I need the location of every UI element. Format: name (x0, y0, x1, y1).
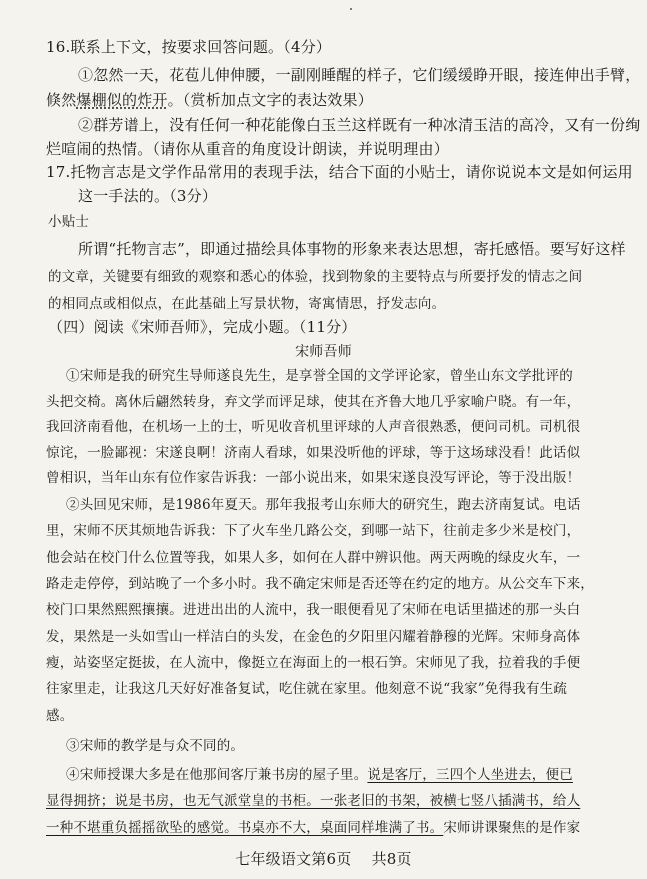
q16-item1-line2 (46, 91, 373, 109)
para4-line1 (66, 766, 573, 784)
tip-line3: 的相同点或相似点，在此基础上写景状物，寄寓情思，抒发志向。 (48, 296, 446, 312)
article-title: 宋师吾师 (295, 344, 352, 360)
para4-line3-plain: 宋师讲课聚焦的是作家 (443, 820, 581, 836)
para1-line3: 我回济南看他，在机场一上的士，听见收音机里评球的人声音很熟悉，便问司机。司机很 (46, 419, 581, 435)
para2-line2: 里，宋师不厌其烦地告诉我：下了火车坐几路公交，到哪一站下，往前走多少米是校门， (46, 523, 581, 539)
tip-heading: 小贴士 (48, 214, 90, 230)
para1-line2: 头把交椅。离休后翩然转身，弃文学而评足球，使其在齐鲁大地几乎家喻户晓。有一年， (46, 394, 581, 410)
q16-item2-line1: ②群芳谱上，没有任何一种花能像白玉兰这样既有一种冰清玉洁的高冷，又有一份绚 (78, 116, 641, 134)
section4-heading: （四）阅读《宋师吾师》，完成小题。（11分） (48, 318, 357, 336)
para2-line9: 感。 (46, 708, 74, 724)
tip-line2: 的文章，关键要有细致的观察和悉心的体验，找到物象的主要特点与所要抒发的情志之间 (48, 269, 583, 285)
q16-item1-pre: 倏然 (46, 91, 77, 109)
para2-line1: ②头回见宋师，是1986年夏天。那年我报考山东师大的研究生，跑去济南复试。电话 (66, 497, 581, 513)
para4-underlined-1: 说是客厅，三四个人坐进去，便已 (367, 767, 573, 783)
para2-line5: 校门口果然熙熙攘攘。进进出出的人流中，我一眼便看见了宋师在电话里描述的那一头白 (46, 602, 581, 618)
q16-item1-post: 。（赏析加点文字的表达效果） (167, 91, 373, 109)
para4-line1-plain: ④宋师授课大多是在他那间客厅兼书房的屋子里。 (66, 767, 368, 783)
para2-line8: 往家里走，让我这几天好好准备复试，吃住就在家里。他刻意不说“我家”免得我有生疏 (46, 681, 568, 697)
para3: ③宋师的教学是与众不同的。 (66, 738, 245, 754)
para4-underlined-2: 显得拥挤；说是书房，也无气派堂皇的书柜。一张老旧的书架，被横七竖八插满书，给人 (46, 793, 581, 809)
para4-line2 (46, 792, 580, 810)
para1-line5: 曾相识，当年山东有位作家告诉我：一部小说出来，如果宋遂良没写评论，等于没出版！ (46, 470, 581, 486)
para2-line3: 他会站在校门什么位置等我，如果人多，如何在人群中辨识他。两天两晚的绿皮火车，一 (46, 550, 581, 566)
para1-line4: 惊诧，一脸鄙视：宋遂良啊！济南人看球，如果没听他的评球，等于这场球没看！此话似 (46, 445, 581, 461)
q17-stem-line2: 这一手法的。（3分） (78, 187, 218, 205)
para2-line7: 瘦，站姿坚定挺拔，在人流中，像挺立在海面上的一根石笋。宋师见了我，拉着我的手便 (46, 655, 581, 671)
q16-item1-line1: ①忽然一天，花苞儿伸伸腰，一副刚睡醒的样子，它们缓缓睁开眼，接连伸出手臂， (78, 66, 641, 84)
para2-line6: 发，果然是一头如雪山一样洁白的头发，在金色的夕阳里闪耀着静穆的光辉。宋师身高体 (46, 629, 581, 645)
para2-line4: 路走走停停，到站晚了一个多小时。我不确定宋师是否还等在约定的地方。从公交车下来， (46, 576, 594, 592)
para4-line3 (46, 819, 580, 837)
q16-emphasized-text: 爆棚似的炸开 (76, 91, 168, 109)
tip-line1: 所谓“托物言志”，即通过描绘具体事物的形象来表达思想，寄托感悟。要写好这样 (78, 240, 626, 258)
para4-underlined-3: 一种不堪重负摇摇欲坠的感觉。书桌亦不大，桌面同样堆满了书。 (46, 820, 444, 836)
q17-stem-line1: 17.托物言志是文学作品常用的表现手法，结合下面的小贴士，请你说说本文是如何运用 (46, 163, 633, 181)
page-footer: 七年级语文第6页 共8页 (235, 850, 412, 868)
q16-stem: 16.联系上下文，按要求回答问题。（4分） (46, 38, 332, 56)
para1-line1: ①宋师是我的研究生导师遂良先生，是享誉全国的文学评论家，曾坐山东文学批评的 (66, 368, 573, 384)
q16-item2-line2: 烂喧闹的热情。（请你从重音的角度设计朗读，并说明理由） (46, 140, 449, 158)
scan-speck (350, 8, 352, 10)
